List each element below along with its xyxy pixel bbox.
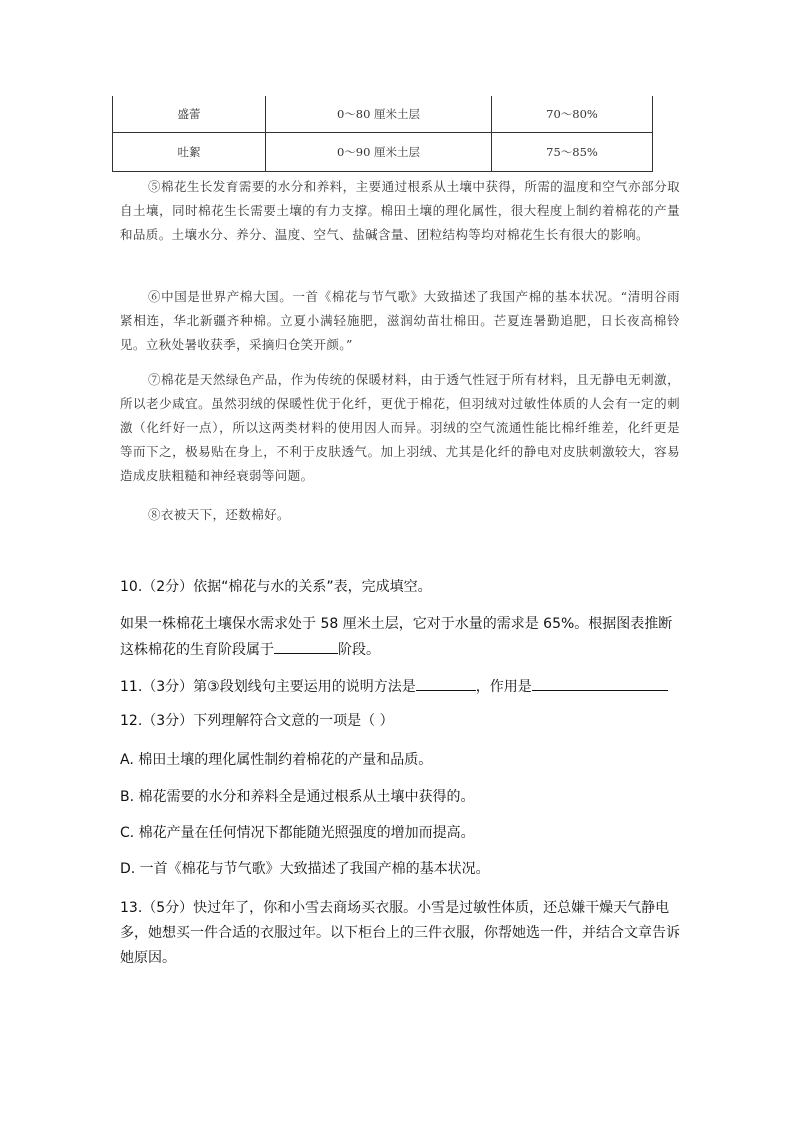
answer-blank-method[interactable] xyxy=(416,674,476,691)
table-cell-stage: 盛蕾 xyxy=(113,96,266,133)
question-11-text: 11.（3分）第③段划线句主要运用的说明方法是 xyxy=(120,679,416,695)
question-10-suffix: 阶段。 xyxy=(338,642,380,658)
option-c[interactable]: C. 棉花产量在任何情况下都能随光照强度的增加而提高。 xyxy=(120,825,475,841)
paragraph-8: ⑧衣被天下，还数棉好。 xyxy=(148,507,290,522)
paragraph-6: ⑥中国是世界产棉大国。一首《棉花与节气歌》大致描述了我国产棉的基本状况。“清明谷雨紧相连，华北新疆齐种棉。立夏小满轻施肥，滋润幼苗壮棉田。芒夏连暑勤追肥，日长夜高棉铃见。立秋处暑收获季，采摘归仓笑开颜。” xyxy=(120,289,680,352)
answer-blank[interactable] xyxy=(274,637,338,654)
table-cell-depth: 0～80 厘米土层 xyxy=(266,96,492,133)
option-a[interactable]: A. 棉田土壤的理化属性制约着棉花的产量和品质。 xyxy=(120,752,433,768)
question-10-heading: 10.（2分）依据“棉花与水的关系”表，完成填空。 xyxy=(120,579,432,595)
option-b[interactable]: B. 棉花需要的水分和养料全是通过根系从土壤中获得的。 xyxy=(120,789,475,805)
table-cell-need: 75～85% xyxy=(492,133,653,172)
question-11 xyxy=(120,674,680,700)
paragraph-5: ⑤棉花生长发育需要的水分和养料，主要通过根系从土壤中获得，所需的温度和空气亦部分取自土壤，同时棉花生长需要土壤的有力支撑。棉田土壤的理化属性，很大程度上制约着棉花的产量和品质。土壤水分、养分、温度、空气、盐碱含量、团粒结构等均对棉花生长有很大的影响。 xyxy=(120,179,680,242)
table-row xyxy=(113,133,653,172)
answer-blank-effect[interactable] xyxy=(532,674,668,691)
question-13: 13.（5分）快过年了，你和小雪去商场买衣服。小雪是过敏性体质，还总嫌干燥天气静电多，她想买一件合适的衣服过年。以下柜台上的三件衣服，你帮她选一件，并结合文章告诉她原因。 xyxy=(120,900,680,966)
table-cell-need: 70～80% xyxy=(492,96,653,133)
question-10-text: 如果一株棉花土壤保水需求处于 58 厘米土层，它对于水量的需求是 65%。根据图表推断这株棉花的生育阶段属于 xyxy=(120,616,673,658)
question-12-heading: 12.（3分）下列理解符合文意的一项是（ ） xyxy=(120,713,394,729)
cotton-water-table xyxy=(112,96,653,172)
table-row xyxy=(113,96,653,133)
question-11-text-2: ，作用是 xyxy=(475,679,532,695)
paragraph-7: ⑦棉花是天然绿色产品，作为传统的保暖材料，由于透气性冠于所有材料，且无静电无刺激，所以老少咸宜。虽然羽绒的保暖性优于化纤，更优于棉花，但羽绒对过敏性体质的人会有一定的刺激（化纤好一点），所以这两类材料的使用因人而异。羽绒的空气流通性能比棉纤维差，化纤更是等而下之，极易贴在身上，不利于皮肤透气。加上羽绒、尤其是化纤的静电对皮肤刺激较大，容易造成皮肤粗糙和神经衰弱等问题。 xyxy=(120,372,680,483)
table-cell-stage: 吐絮 xyxy=(113,133,266,172)
question-10-body xyxy=(120,612,680,663)
table-cell-depth: 0～90 厘米土层 xyxy=(266,133,492,172)
option-d[interactable]: D. 一首《棉花与节气歌》大致描述了我国产棉的基本状况。 xyxy=(120,861,490,877)
